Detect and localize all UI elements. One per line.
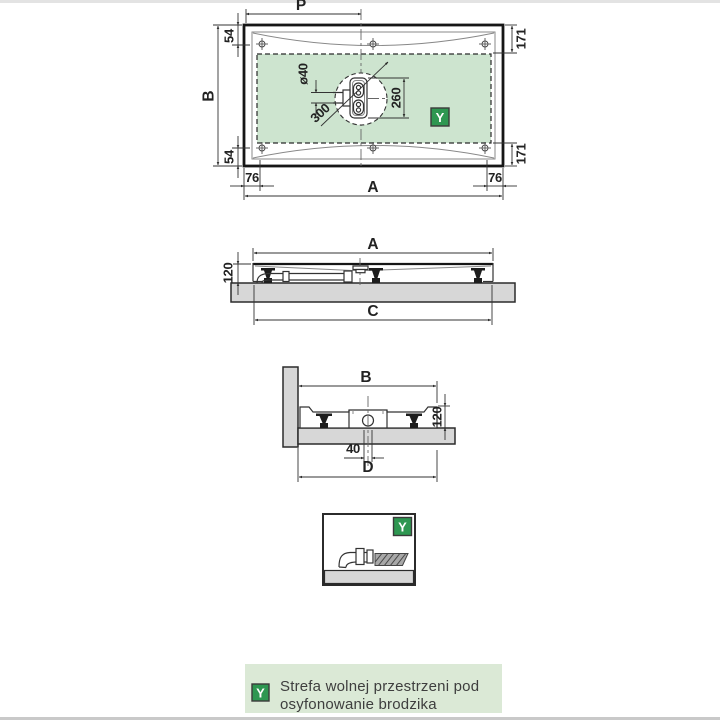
legend-line-2: osyfonowanie brodzika [280,696,437,713]
dim-label-dia40: ø40 [295,63,311,85]
front-view [283,367,455,482]
pipe-coupling [283,272,289,282]
dim-label-120: 120 [429,406,445,428]
dim-label-D: D [362,459,374,476]
detail-box [323,514,415,585]
zone-marker-letter: Y [398,519,407,535]
wall-section [283,367,298,447]
zone-marker-letter: Y [435,110,445,125]
side-view [221,236,516,325]
side-view-dimensions [221,236,494,325]
dim-label-120: 120 [220,262,236,284]
dim-label-54-bottom: 54 [221,150,237,164]
drain-cap-body [356,270,365,273]
pipe-coupling [356,549,364,565]
zone-marker-detail [394,518,412,536]
dim-label-B: B [360,369,372,386]
tray-feet [261,268,485,283]
foot [369,268,383,283]
zone-marker-letter: Y [256,685,265,701]
pipe-coupling [367,550,373,563]
top-view [201,0,529,200]
dim-label-40: 40 [346,441,360,456]
floor-slab [298,428,455,444]
dim-label-171-bottom: 171 [513,143,529,165]
dim-label-76-right: 76 [488,170,502,185]
floor-slab [231,283,515,302]
pipe-coupling [344,271,352,282]
dim-label-A: A [367,236,379,253]
dim-label-54-top: 54 [221,29,237,43]
page-top-edge [0,0,720,3]
dim-label-C: C [367,303,379,320]
dim-label-171-top: 171 [513,28,529,50]
dim-label-B: B [200,90,218,102]
dim-label-300: 300 [307,100,333,126]
dim-label-260: 260 [388,87,404,109]
dim-label-76-left: 76 [245,170,259,185]
legend [245,664,502,713]
detail-floor [325,571,414,584]
dim-label-A: A [367,179,379,196]
zone-marker-top-view [431,108,449,126]
foot [471,268,485,283]
legend-line-1: Strefa wolnej przestrzeni pod [280,678,480,695]
dim-label-P: P [295,0,307,14]
